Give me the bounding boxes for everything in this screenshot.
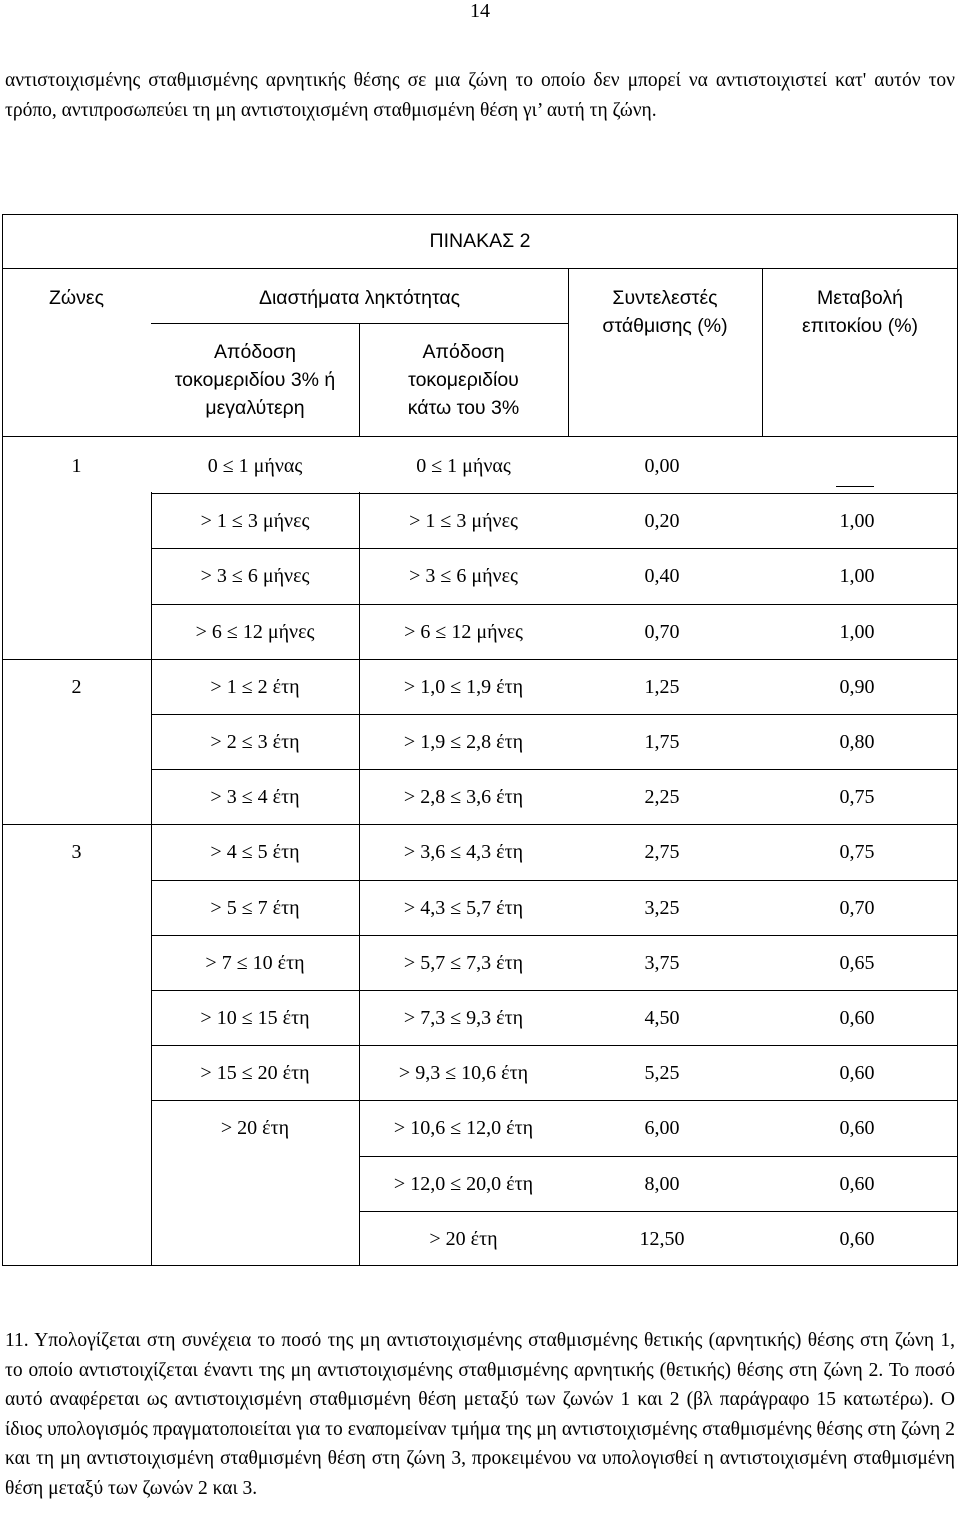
cell-yield-change: 1,00 xyxy=(839,620,875,643)
cell-weight: 0,70 xyxy=(644,620,680,643)
zone-1: 1 xyxy=(71,454,82,477)
header-yield-change: Μεταβολή επιτοκίου (%) xyxy=(801,287,919,337)
header-vline-change xyxy=(762,268,763,436)
header-coupon-high: Απόδοση τοκομεριδίου 3% ή μεγαλύτερη xyxy=(174,341,336,419)
cell-weight: 1,75 xyxy=(644,730,680,753)
cell-yield-change: 0,75 xyxy=(839,840,875,863)
cell-yield-change: 0,60 xyxy=(839,1227,875,1250)
cell-coupon-high: > 5 ≤ 7 έτη xyxy=(210,896,300,919)
header-divider xyxy=(2,436,958,437)
cell-weight: 5,25 xyxy=(644,1061,680,1084)
header-vline-coupon xyxy=(359,323,360,436)
cell-coupon-low: > 1,9 ≤ 2,8 έτη xyxy=(403,730,524,753)
cell-coupon-low: > 10,6 ≤ 12,0 έτη xyxy=(393,1116,534,1139)
cell-coupon-low: > 3 ≤ 6 μήνες xyxy=(409,564,518,587)
cell-weight: 0,20 xyxy=(644,509,680,532)
cell-coupon-low: > 9,3 ≤ 10,6 έτη xyxy=(398,1061,529,1084)
cell-coupon-low: > 3,6 ≤ 4,3 έτη xyxy=(403,840,524,863)
cell-coupon-high: > 10 ≤ 15 έτη xyxy=(200,1006,310,1029)
cell-coupon-high: > 6 ≤ 12 μήνες xyxy=(195,620,315,643)
cell-weight: 3,75 xyxy=(644,951,680,974)
cell-coupon-high: > 20 έτη xyxy=(220,1116,290,1139)
cell-weight: 6,00 xyxy=(644,1116,680,1139)
header-intervals: Διαστήματα ληκτότητας xyxy=(258,287,461,309)
table-title: ΠΙΝΑΚΑΣ 2 xyxy=(429,230,531,252)
cell-weight: 4,50 xyxy=(644,1006,680,1029)
cell-yield-change: 0,60 xyxy=(839,1006,875,1029)
cell-coupon-high: > 3 ≤ 4 έτη xyxy=(210,785,300,808)
cell-yield-change: 1,00 xyxy=(839,564,875,587)
empty-value-dash xyxy=(836,486,874,487)
cell-coupon-low: 0 ≤ 1 μήνας xyxy=(416,454,511,477)
cell-coupon-low: > 2,8 ≤ 3,6 έτη xyxy=(403,785,524,808)
cell-coupon-high: > 7 ≤ 10 έτη xyxy=(205,951,305,974)
cell-weight: 3,25 xyxy=(644,896,680,919)
cell-coupon-high: > 1 ≤ 3 μήνες xyxy=(200,509,310,532)
title-divider xyxy=(2,268,958,269)
cell-coupon-high: > 2 ≤ 3 έτη xyxy=(210,730,300,753)
zone-3: 3 xyxy=(71,840,82,863)
zone-2: 2 xyxy=(71,675,82,698)
cell-coupon-low: > 4,3 ≤ 5,7 έτη xyxy=(403,896,524,919)
cell-coupon-high: > 3 ≤ 6 μήνες xyxy=(200,564,310,587)
cell-coupon-low: > 5,7 ≤ 7,3 έτη xyxy=(403,951,524,974)
cell-coupon-low: > 12,0 ≤ 20,0 έτη xyxy=(393,1172,534,1195)
cell-yield-change: 0,75 xyxy=(839,785,875,808)
cell-weight: 0,40 xyxy=(644,564,680,587)
cell-yield-change: 0,70 xyxy=(839,896,875,919)
cell-yield-change: 0,60 xyxy=(839,1116,875,1139)
cell-weight: 8,00 xyxy=(644,1172,680,1195)
cell-yield-change: 0,60 xyxy=(839,1172,875,1195)
paragraph-top: αντιστοιχισμένης σταθμισμένης αρνητικής θέσης σε μια ζώνη το οποίο δεν μπορεί να αντιστοιχιστεί κατ' αυτόν τον τρόπο, αντιπροσωπεύει τη μη αντιστοιχισμένη σταθμισμένη θέση γι’ αυτή τη ζώνη. xyxy=(5,70,955,121)
page-number: 14 xyxy=(470,0,490,22)
cell-coupon-low: > 20 έτη xyxy=(429,1227,498,1250)
cell-yield-change: 1,00 xyxy=(839,509,875,532)
cell-yield-change: 0,60 xyxy=(839,1061,875,1084)
cell-yield-change: 0,80 xyxy=(839,730,875,753)
cell-coupon-low: > 7,3 ≤ 9,3 έτη xyxy=(403,1006,524,1029)
cell-coupon-high: > 1 ≤ 2 έτη xyxy=(210,675,300,698)
cell-coupon-low: > 6 ≤ 12 μήνες xyxy=(404,620,523,643)
cell-weight: 2,75 xyxy=(644,840,680,863)
cell-coupon-low: > 1,0 ≤ 1,9 έτη xyxy=(403,675,524,698)
cell-weight: 1,25 xyxy=(644,675,680,698)
cell-coupon-high: 0 ≤ 1 μήνας xyxy=(207,454,303,477)
header-vline-weights xyxy=(568,268,569,436)
header-weights: Συντελεστές στάθμισης (%) xyxy=(602,287,728,337)
cell-coupon-high: > 4 ≤ 5 έτη xyxy=(210,840,300,863)
paragraph-bottom: 11. Υπολογίζεται στη συνέχεια το ποσό της μη αντιστοιχισμένης σταθμισμένης θετικής (αρνητικής) θέσης στη ζώνη 1, το οποίο αντιστοιχίζεται έναντι της μη αντιστοιχισμένης σταθμισμένης αρνητικής (θετικής) θέσης στη ζώνη 2. Το ποσό αυτό αναφέρεται ως αντιστοιχισμένη σταθμισμένη θέση μεταξύ των ζωνών 1 και 2 (βλ παράγραφο 15 κατωτέρω). Ο ίδιος υπολογισμός πραγματοποιείται για το εναπομείναν τμήμα της μη αντιστοιχισμένης σταθμισμένης θέσης στη ζώνη 2 και τη μη αντιστοιχισμένη σταθμισμένη θέση στη ζώνη 3, προκειμένου να υπολογισθεί η αντιστοιχισμένη σταθμισμένη θέση μεταξύ των ζωνών 2 και 3. xyxy=(5,1330,955,1499)
cell-coupon-high: > 15 ≤ 20 έτη xyxy=(200,1061,310,1084)
cell-yield-change: 0,90 xyxy=(839,675,875,698)
cell-weight: 12,50 xyxy=(639,1227,685,1250)
header-zones: Ζώνες xyxy=(49,287,104,309)
cell-yield-change: 0,65 xyxy=(839,951,875,974)
cell-coupon-low: > 1 ≤ 3 μήνες xyxy=(409,509,518,532)
header-coupon-low: Απόδοση τοκομεριδίου κάτω του 3% xyxy=(407,341,520,419)
cell-weight: 2,25 xyxy=(644,785,680,808)
cell-weight: 0,00 xyxy=(644,454,680,477)
